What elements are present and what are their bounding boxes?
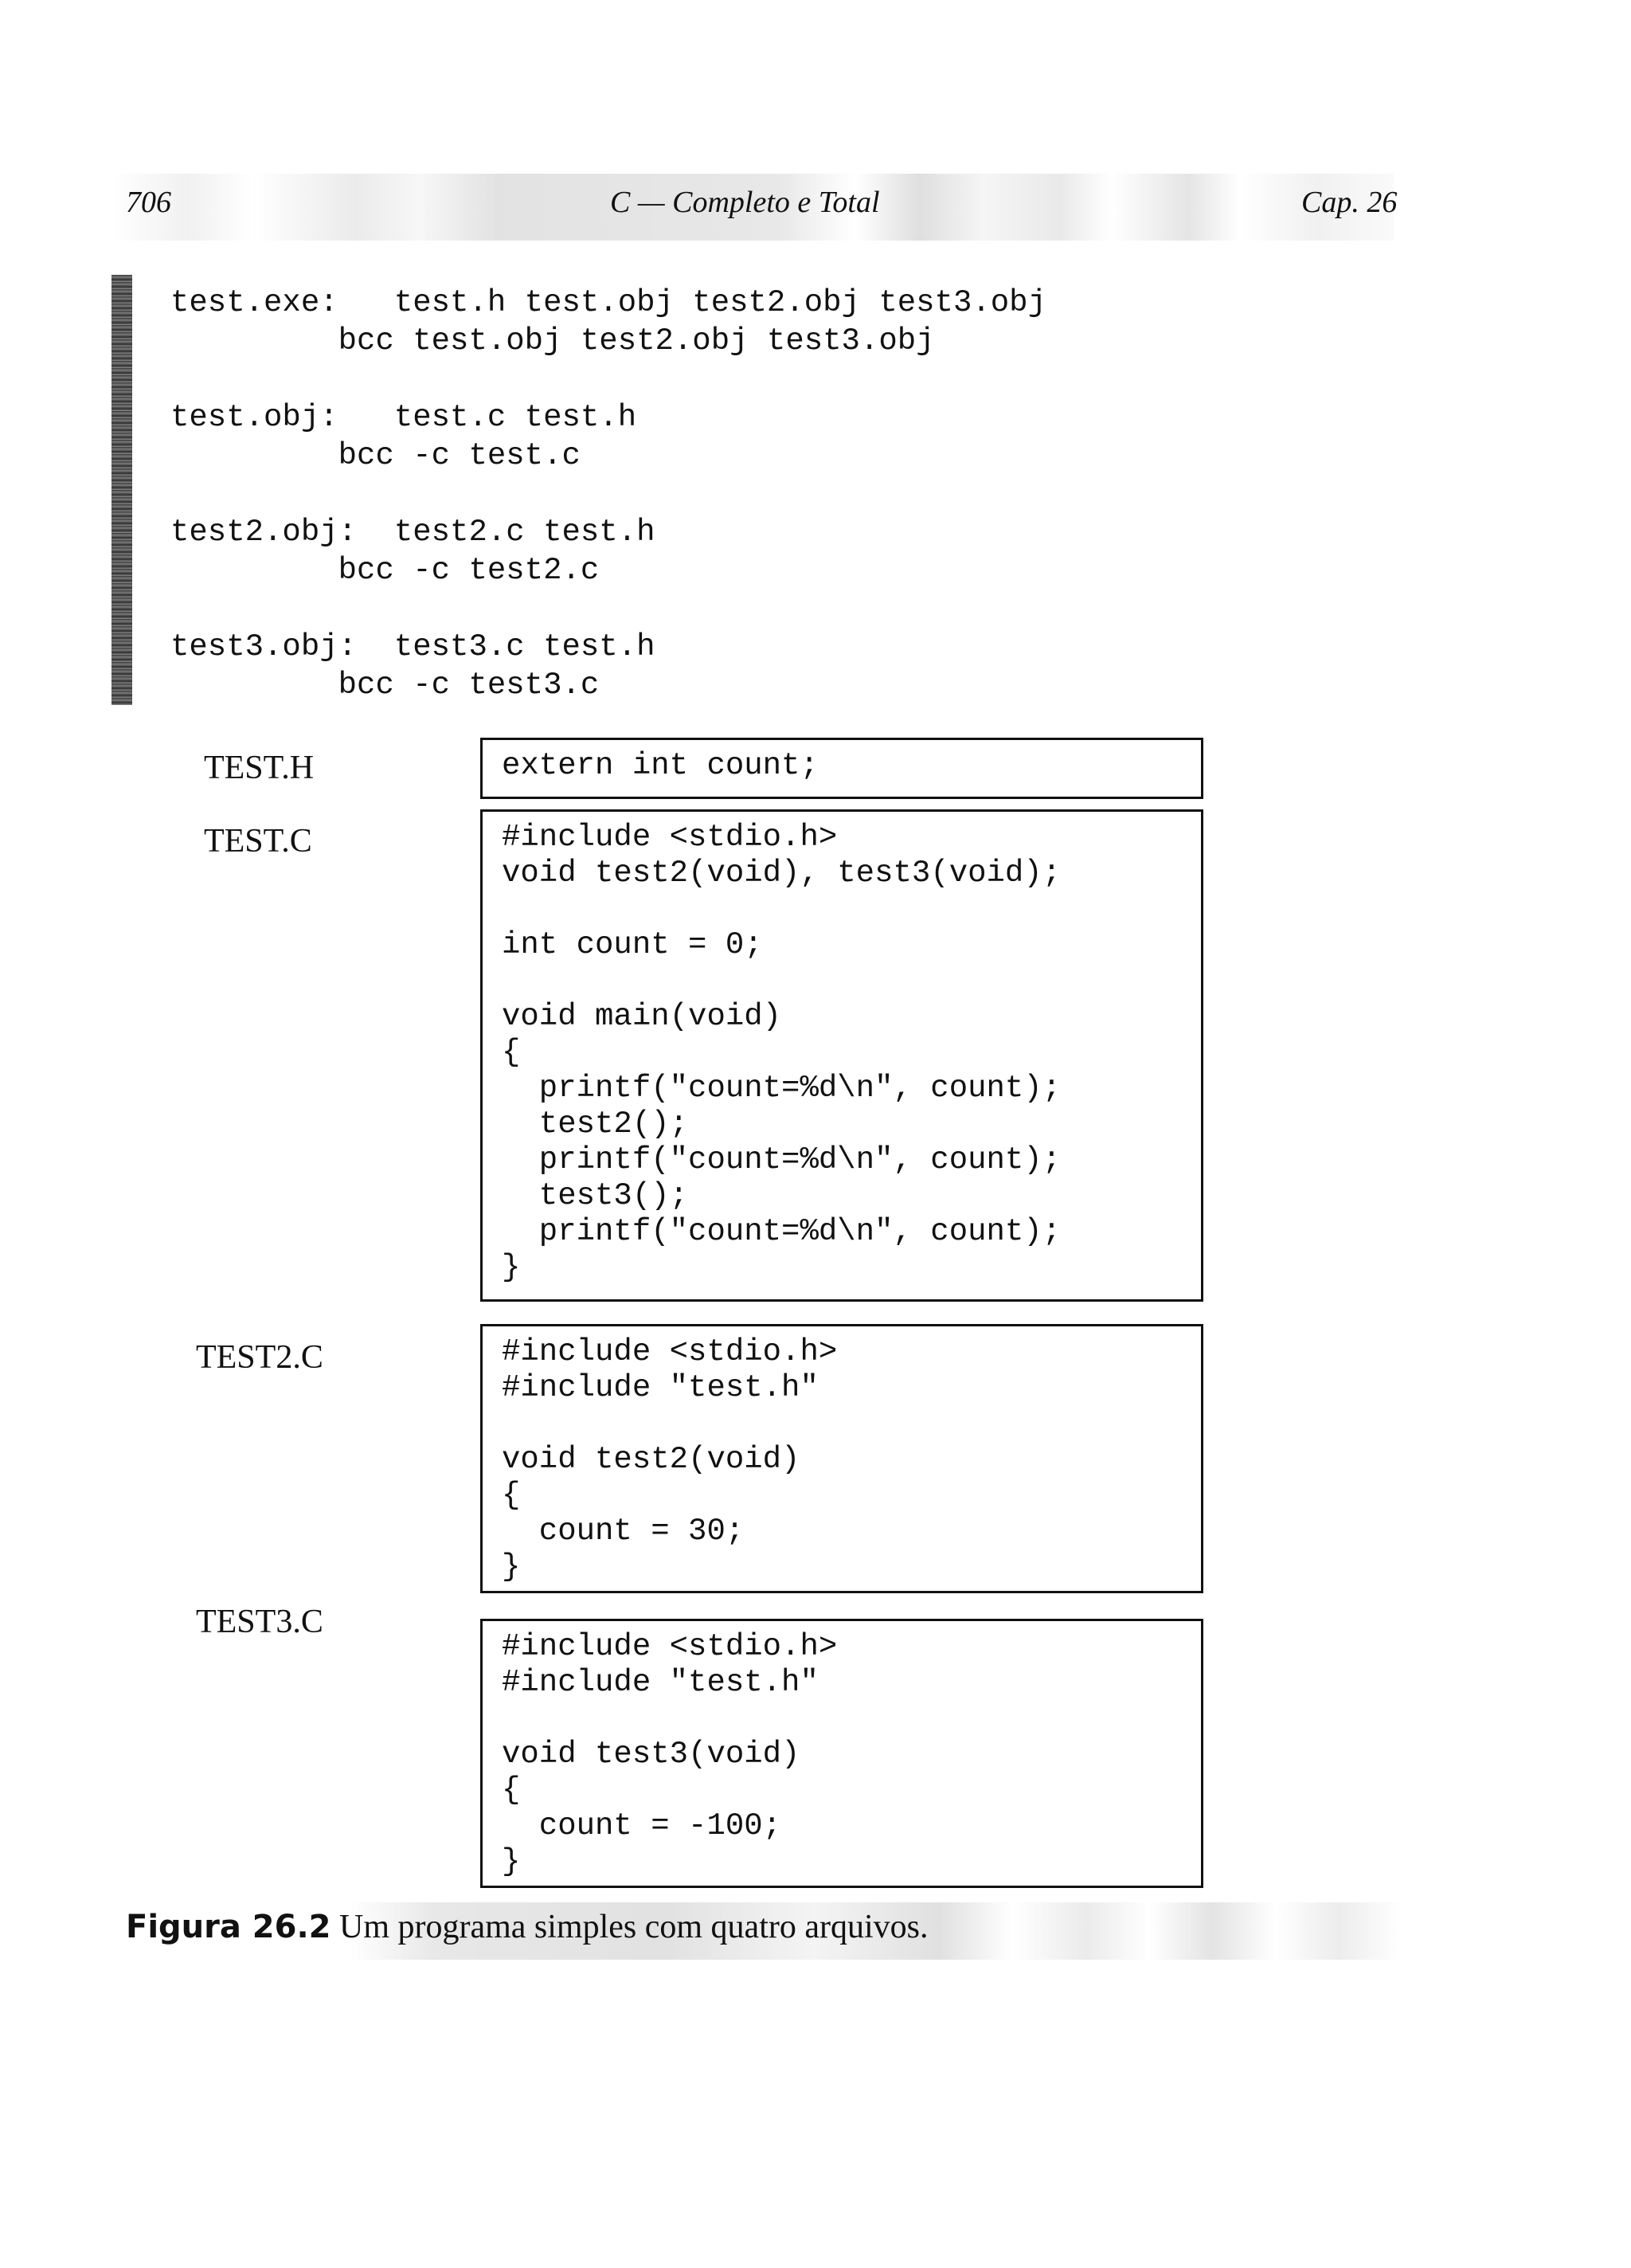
code-box-test-h (480, 738, 1203, 799)
file-label-test-h: TEST.H (204, 750, 315, 786)
figure-label: Figura 26.2 (126, 1909, 331, 1945)
code-box-test3-c (480, 1619, 1203, 1888)
makefile-line: test3.obj: test3.c test.h (170, 629, 655, 664)
code-margin-bar (111, 275, 132, 705)
chapter-label: Cap. 26 (1301, 186, 1398, 219)
makefile-line: bcc -c test3.c (170, 668, 600, 703)
makefile-line: bcc test.obj test2.obj test3.obj (170, 323, 935, 358)
page-number: 706 (126, 186, 171, 219)
figure-caption (126, 1908, 929, 1946)
makefile-line: bcc -c test.c (170, 438, 581, 473)
code-box-test2-c (480, 1324, 1203, 1593)
file-label-test2-c: TEST2.C (196, 1339, 323, 1376)
makefile-line: test.exe: test.h test.obj test2.obj test3.obj (170, 285, 1046, 320)
code-test3-c: #include <stdio.h> #include "test.h" void test3(void) { count = -100; } (502, 1629, 838, 1879)
code-test2-c: #include <stdio.h> #include "test.h" void test2(void) { count = 30; } (502, 1334, 838, 1584)
makefile-line: bcc -c test2.c (170, 553, 600, 588)
makefile-line: test.obj: test.c test.h (170, 400, 637, 435)
code-test-h: extern int count; (502, 748, 819, 783)
figure-text: Um programa simples com quatro arquivos. (338, 1909, 929, 1945)
code-test-c: #include <stdio.h> void test2(void), test3(void); int count = 0; void main(void) { printf("count=%d\n", count); test2(); printf("count=%d\n", count); test3(); printf("count=%d\n", count); } (502, 820, 1062, 1285)
book-title: C — Completo e Total (610, 186, 880, 219)
makefile-line: test2.obj: test2.c test.h (170, 515, 655, 550)
file-label-test3-c: TEST3.C (196, 1604, 323, 1640)
file-label-test-c: TEST.C (204, 823, 312, 860)
code-box-test-c (480, 809, 1203, 1302)
